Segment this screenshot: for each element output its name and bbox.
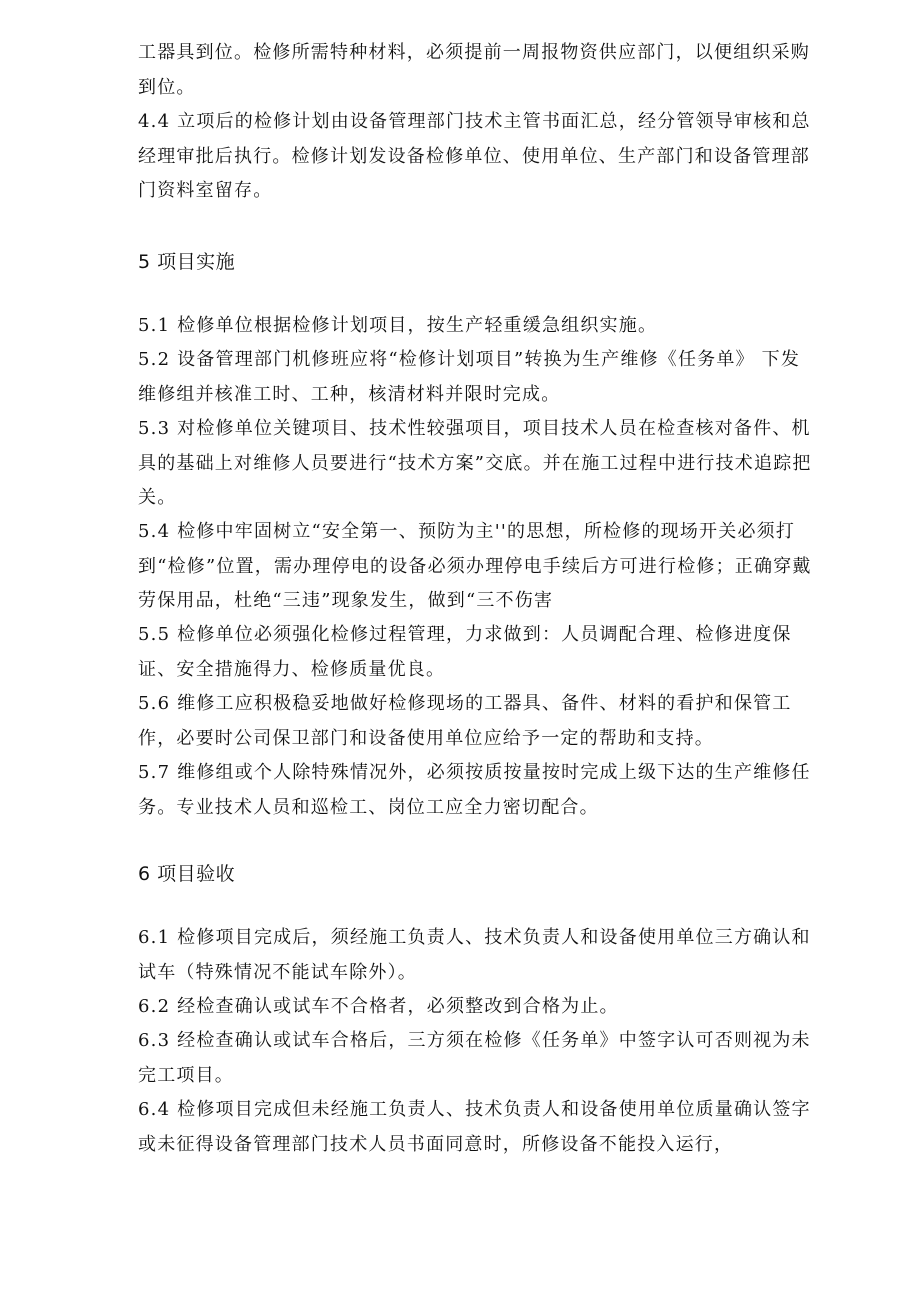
- section-heading-5: 5 项目实施: [138, 251, 236, 273]
- paragraph-continuation: 工器具到位。检修所需特种材料，必须提前一周报物资供应部门，以便组织采购到位。: [138, 42, 810, 98]
- paragraph-4-4: 4.4 立项后的检修计划由设备管理部门技术主管书面汇总，经分管领导审核和总经理审批后执行。检修计划发设备检修单位、使用单位、生产部门和设备管理部门资料室留存。: [138, 111, 811, 201]
- paragraph-5-7: 5.7 维修组或个人除特殊情况外，必须按质按量按时完成上级下达的生产维修任务。专业技术人员和巡检工、岗位工应全力密切配合。: [138, 762, 811, 818]
- paragraph-5-2: 5.2 设备管理部门机修班应将“检修计划项目”转换为生产维修《任务单》 下发维修组并核准工时、工种，核清材料并限时完成。: [138, 349, 801, 405]
- paragraph-5-1: 5.1 检修单位根据检修计划项目，按生产轻重缓急组织实施。: [138, 315, 658, 336]
- paragraph-5-5: 5.5 检修单位必须强化检修过程管理，力求做到：人员调配合理、检修进度保证、安全措施得力、检修质量优良。: [138, 624, 792, 680]
- paragraph-6-1: 6.1 检修项目完成后，须经施工负责人、技术负责人和设备使用单位三方确认和试车（特殊情况不能试车除外）。: [138, 927, 811, 983]
- section-heading-6: 6 项目验收: [138, 863, 236, 885]
- paragraph-5-3: 5.3 对检修单位关键项目、技术性较强项目，项目技术人员在检查核对备件、机具的基础上对维修人员要进行“技术方案”交底。并在施工过程中进行技术追踪把关。: [138, 418, 812, 508]
- paragraph-5-4: 5.4 检修中牢固树立“安全第一、预防为主''的思想，所检修的现场开关必须打到“检修”位置，需办理停电的设备必须办理停电手续后方可进行检修；正确穿戴劳保用品，杜绝“三违”现象发生，做到“三不伤害: [138, 521, 812, 611]
- paragraph-5-6: 5.6 维修工应积极稳妥地做好检修现场的工器具、备件、材料的看护和保管工作，必要时公司保卫部门和设备使用单位应给予一定的帮助和支持。: [138, 693, 792, 749]
- paragraph-6-3: 6.3 经检查确认或试车合格后，三方须在检修《任务单》中签字认可否则视为未完工项目。: [138, 1030, 811, 1086]
- paragraph-6-4: 6.4 检修项目完成但未经施工负责人、技术负责人和设备使用单位质量确认签字或未征得设备管理部门技术人员书面同意时，所修设备不能投入运行，: [138, 1099, 811, 1155]
- paragraph-6-2: 6.2 经检查确认或试车不合格者，必须整改到合格为止。: [138, 996, 619, 1017]
